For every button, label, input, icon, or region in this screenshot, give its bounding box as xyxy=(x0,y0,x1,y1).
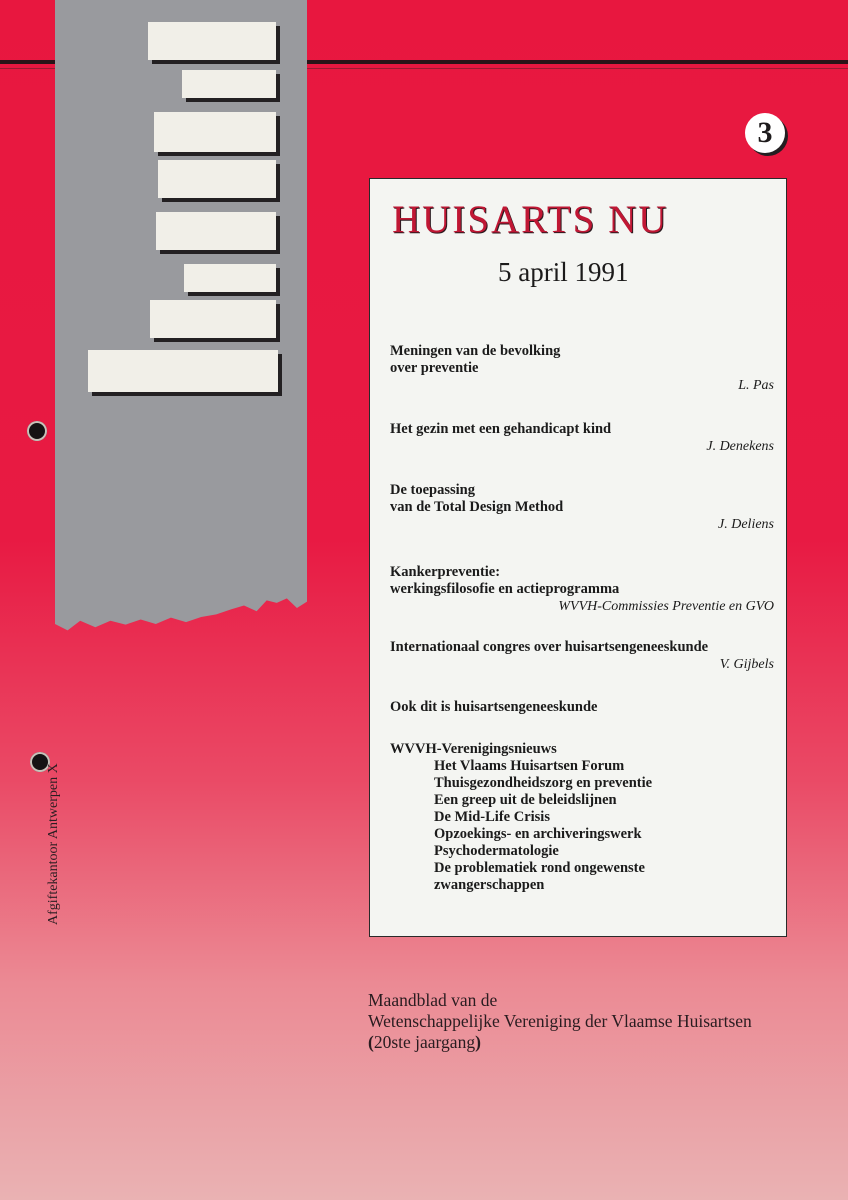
toc-entry-title: Kankerpreventie: xyxy=(390,564,501,580)
news-item: De problematiek rond ongewenste xyxy=(434,860,645,876)
toc-entry-author: V. Gijbels xyxy=(719,657,774,672)
toc-entry-title: Ook dit is huisartsengeneeskunde xyxy=(390,699,598,715)
toc-entry-title: van de Total Design Method xyxy=(390,499,564,515)
postal-office-text: Afgiftekantoor Antwerpen X xyxy=(46,763,61,925)
toc-entry-title: De toepassing xyxy=(390,482,475,498)
toc-entry-author: WVVH-Commissies Preventie en GVO xyxy=(558,599,774,614)
table-of-contents xyxy=(369,178,787,937)
footer-line-2: Wetenschappelijke Vereniging der Vlaamse Huisartsen xyxy=(368,1011,752,1031)
toc-entry-title: Internationaal congres over huisartsengeneeskunde xyxy=(390,639,709,655)
news-section xyxy=(390,741,774,894)
toc-entry xyxy=(390,699,774,716)
toc-entry xyxy=(390,343,774,394)
toc-entry-title: werkingsfilosofie en actieprogramma xyxy=(390,581,620,597)
logo-bar-5 xyxy=(158,160,276,198)
news-item: zwangerschappen xyxy=(434,877,545,893)
toc-entry-author: J. Deliens xyxy=(718,517,774,532)
logo-bar-2 xyxy=(150,300,276,338)
issue-number-badge: 3 xyxy=(745,113,785,153)
logo-bar-1 xyxy=(88,350,278,392)
logo-bar-7 xyxy=(182,70,276,98)
right-bracket-icon: ) xyxy=(475,1032,481,1052)
toc-entry xyxy=(390,639,774,673)
toc-entry-title: Meningen van de bevolking xyxy=(390,343,561,359)
punch-hole-top xyxy=(27,421,47,441)
toc-entry-author: J. Denekens xyxy=(706,439,774,454)
news-item: Psychodermatologie xyxy=(434,843,559,859)
news-item: Thuisgezondheidszorg en preventie xyxy=(434,775,653,791)
toc-entry-title: Het gezin met een gehandicapt kind xyxy=(390,421,612,437)
issue-date: 5 april 1991 xyxy=(498,257,629,287)
journal-title: HUISARTS NU xyxy=(392,198,669,241)
logo-bar-4 xyxy=(156,212,276,250)
logo-bar-8 xyxy=(148,22,276,60)
logo-bar-3 xyxy=(184,264,276,292)
toc-entry xyxy=(390,482,774,533)
news-item: Een greep uit de beleidslijnen xyxy=(434,792,617,808)
publisher-footer xyxy=(368,990,752,1053)
footer-volume: 20ste jaargang xyxy=(373,1032,476,1052)
left-bracket-icon: ( xyxy=(368,1032,374,1052)
footer-line-1: Maandblad van de xyxy=(368,990,498,1010)
news-item: Opzoekings- en archiveringswerk xyxy=(434,826,642,842)
toc-entry xyxy=(390,421,774,455)
news-item: De Mid-Life Crisis xyxy=(434,809,550,825)
news-heading: WVVH-Verenigingsnieuws xyxy=(390,741,557,757)
news-item: Het Vlaams Huisartsen Forum xyxy=(434,758,625,774)
toc-entry-author: L. Pas xyxy=(738,378,774,393)
footer-volume-line xyxy=(368,1032,752,1053)
logo-bar-6 xyxy=(154,112,276,152)
toc-entry-title: over preventie xyxy=(390,360,479,376)
toc-entry xyxy=(390,564,774,615)
